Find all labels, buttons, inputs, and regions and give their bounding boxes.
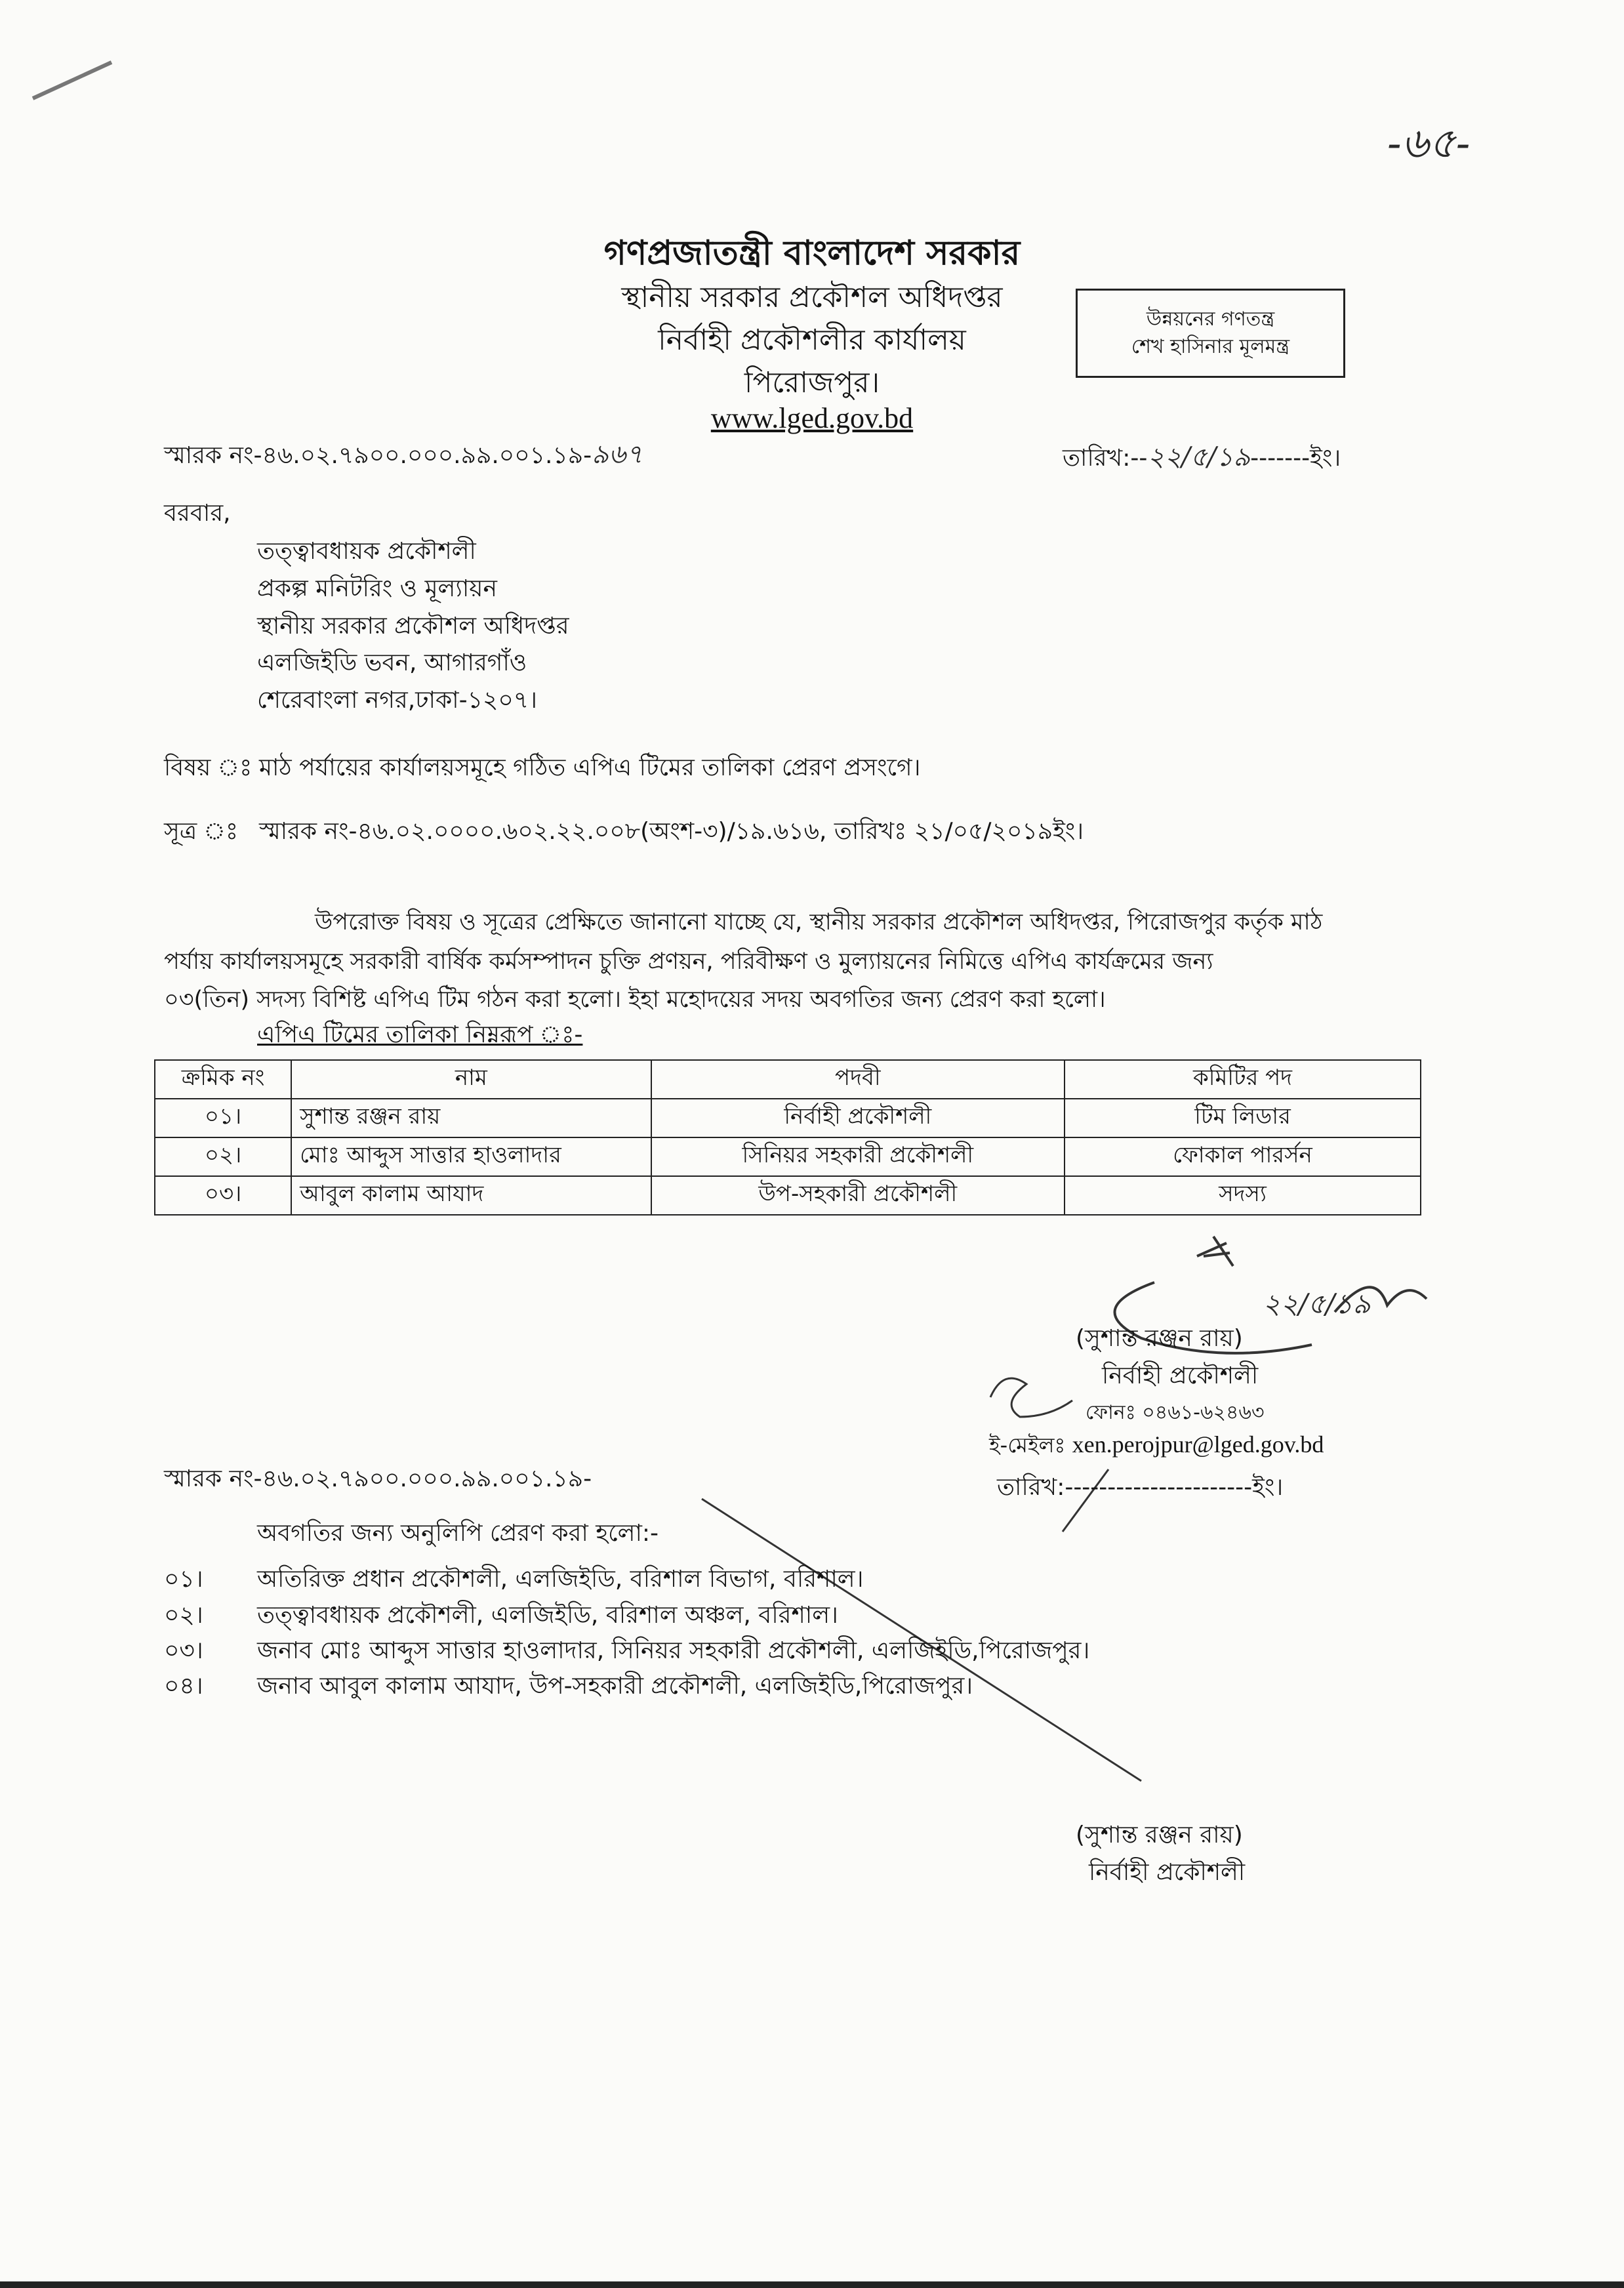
signatory-designation-2: নির্বাহী প্রকৌশলী (1089, 1859, 1246, 1886)
email-label: ই-মেইলঃ (989, 1433, 1066, 1458)
subject-label: বিষয় ঃ (164, 754, 253, 781)
email-line (989, 1430, 1324, 1460)
cell-designation: নির্বাহী প্রকৌশলী (651, 1099, 1065, 1137)
slogan-line-2: শেখ হাসিনার মূলমন্ত্র (1131, 335, 1290, 358)
copy-item-number: ০১। (164, 1566, 203, 1593)
recipient-line: প্রকল্প মনিটরিং ও মূল্যায়ন (257, 575, 497, 602)
column-header-designation: পদবী (651, 1060, 1065, 1099)
page-mark: -৬৫- (1387, 119, 1471, 168)
recipient-line: তত্ত্বাবধায়ক প্রকৌশলী (257, 538, 476, 565)
signatory-name: (সুশান্ত রঞ্জন রায়) (1076, 1325, 1243, 1352)
body-line-3: ০৩(তিন) সদস্য বিশিষ্ট এপিএ টিম গঠন করা হলো। ইহা মহোদয়ের সদয় অবগতির জন্য প্রেরণ করা হলো। (164, 987, 1106, 1013)
column-header-serial: ক্রমিক নং (155, 1060, 291, 1099)
copy-item-text: তত্ত্বাবধায়ক প্রকৌশলী, এলজিইডি, বরিশাল অঞ্চল, বরিশাল। (257, 1602, 838, 1629)
copy-memo-number: স্মারক নং-৪৬.০২.৭৯০০.০০০.৯৯.০০১.১৯- (164, 1465, 592, 1492)
pen-stroke-topleft (33, 62, 112, 98)
copy-date-label: তারিখ: (997, 1474, 1065, 1501)
government-title: গণপ্রজাতন্ত্রী বাংলাদেশ সরকার (603, 234, 1021, 273)
table-row (155, 1176, 1421, 1215)
date-label: তারিখ: (1063, 445, 1131, 472)
slogan-line-1: উন্নয়নের গণতন্ত্র (1146, 308, 1275, 331)
office-phone: ফোনঃ ০৪৬১-৬২৪৬৩ (1086, 1401, 1265, 1424)
cell-name: আবুল কালাম আযাদ (291, 1176, 651, 1215)
copy-date-suffix: ইং। (1252, 1474, 1284, 1501)
recipient-line: এলজিইডি ভবন, আগারগাঁও (257, 649, 527, 676)
website-link[interactable]: www.lged.gov.bd (710, 402, 914, 434)
copy-intro: অবগতির জন্য অনুলিপি প্রেরণ করা হলো:- (257, 1520, 659, 1547)
subject-text: মাঠ পর্যায়ের কার্যালয়সমূহে গঠিত এপিএ টিমের তালিকা প্রেরণ প্রসংগে। (259, 754, 921, 781)
initials-scribble (990, 1378, 1072, 1417)
cell-name: সুশান্ত রঞ্জন রায় (291, 1099, 651, 1137)
cell-serial: ০১। (155, 1099, 291, 1137)
column-header-committee-role: কমিটির পদ (1065, 1060, 1421, 1099)
apa-team-table (154, 1059, 1421, 1216)
memo-number-line (164, 438, 643, 471)
body-line-2: পর্যায় কার্যালয়সমূহে সরকারী বার্ষিক কর্মসম্পাদন চুক্তি প্রণয়ন, পরিবীক্ষণ ও মুল্যায়নের নিমিত্তে এপিএ কার্যক্রমের জন্য (164, 949, 1213, 975)
copy-item-number: ০৪। (164, 1673, 203, 1700)
signature-mark (1197, 1236, 1233, 1266)
recipient-line: শেরেবাংলা নগর,ঢাকা-১২০৭। (257, 687, 538, 714)
signatory-name-2: (সুশান্ত রঞ্জন রায়) (1076, 1822, 1243, 1849)
table-title: এপিএ টিমের তালিকা নিম্নরূপ ঃ- (257, 1021, 583, 1048)
table-row (155, 1137, 1421, 1176)
signatory-designation: নির্বাহী প্রকৌশলী (1102, 1362, 1259, 1389)
recipient-line: স্থানীয় সরকার প্রকৌশল অধিদপ্তর (257, 613, 569, 640)
cell-committee-role: টিম লিডার (1065, 1099, 1421, 1137)
column-header-name: নাম (291, 1060, 651, 1099)
cell-name: মোঃ আব্দুস সাত্তার হাওলাদার (291, 1137, 651, 1176)
memo-handwritten-number: ৯৬৭ (592, 439, 643, 470)
body-line-1: উপরোক্ত বিষয় ও সূত্রের প্রেক্ষিতে জানানো যাচ্ছে যে, স্থানীয় সরকার প্রকৌশল অধিদপ্তর, পিরোজপুর কর্তৃক মাঠ (315, 909, 1323, 935)
reference-label: সূত্র ঃ (164, 818, 239, 845)
copy-memo-date-line: তারিখ:----------------------ইং। (997, 1474, 1284, 1501)
scan-bottom-edge (0, 2281, 1624, 2288)
cell-serial: ০২। (155, 1137, 291, 1176)
memo-date-line: তারিখ:--২২/৫/১৯-------ইং। (1063, 442, 1341, 472)
cell-serial: ০৩। (155, 1176, 291, 1215)
signature-handwritten-date: ২২/৫/১৯ (1263, 1288, 1371, 1320)
copy-item-number: ০৩। (164, 1637, 203, 1664)
copy-item-text: জনাব আবুল কালাম আযাদ, উপ-সহকারী প্রকৌশলী, এলজিইডি,পিরোজপুর। (257, 1673, 973, 1700)
date-suffix: ইং। (1310, 445, 1341, 472)
memo-label: স্মারক নং-৪৬.০২.৭৯০০.০০০.৯৯.০০১.১৯- (164, 442, 592, 469)
slogan-box (1076, 289, 1345, 378)
table-row (155, 1099, 1421, 1137)
cell-designation: সিনিয়র সহকারী প্রকৌশলী (651, 1137, 1065, 1176)
copy-item-text: জনাব মোঃ আব্দুস সাত্তার হাওলাদার, সিনিয়র সহকারী প্রকৌশলী, এলজিইডি,পিরোজপুর। (257, 1637, 1090, 1664)
office-name: নির্বাহী প্রকৌশলীর কার্যালয় (658, 323, 966, 357)
date-handwritten: ২২/৫/১৯ (1147, 442, 1251, 472)
department-name: স্থানীয় সরকার প্রকৌশল অধিদপ্তর (621, 281, 1003, 314)
cell-designation: উপ-সহকারী প্রকৌশলী (651, 1176, 1065, 1215)
email-address[interactable]: xen.perojpur@lged.gov.bd (1072, 1431, 1324, 1458)
copy-item-number: ০২। (164, 1602, 203, 1629)
reference-text: স্মারক নং-৪৬.০২.০০০০.৬০২.২২.০০৮(অংশ-৩)/১৯.৬১৬, তারিখঃ ২১/০৫/২০১৯ইং। (259, 818, 1084, 845)
salutation: বরবার, (164, 500, 231, 527)
copy-item-text: অতিরিক্ত প্রধান প্রকৌশলী, এলজিইডি, বরিশাল বিভাগ, বরিশাল। (257, 1566, 864, 1593)
table-header-row (155, 1060, 1421, 1099)
city-name: পিরোজপুর। (744, 366, 880, 399)
cell-committee-role: সদস্য (1065, 1176, 1421, 1215)
cell-committee-role: ফোকাল পারর্সন (1065, 1137, 1421, 1176)
